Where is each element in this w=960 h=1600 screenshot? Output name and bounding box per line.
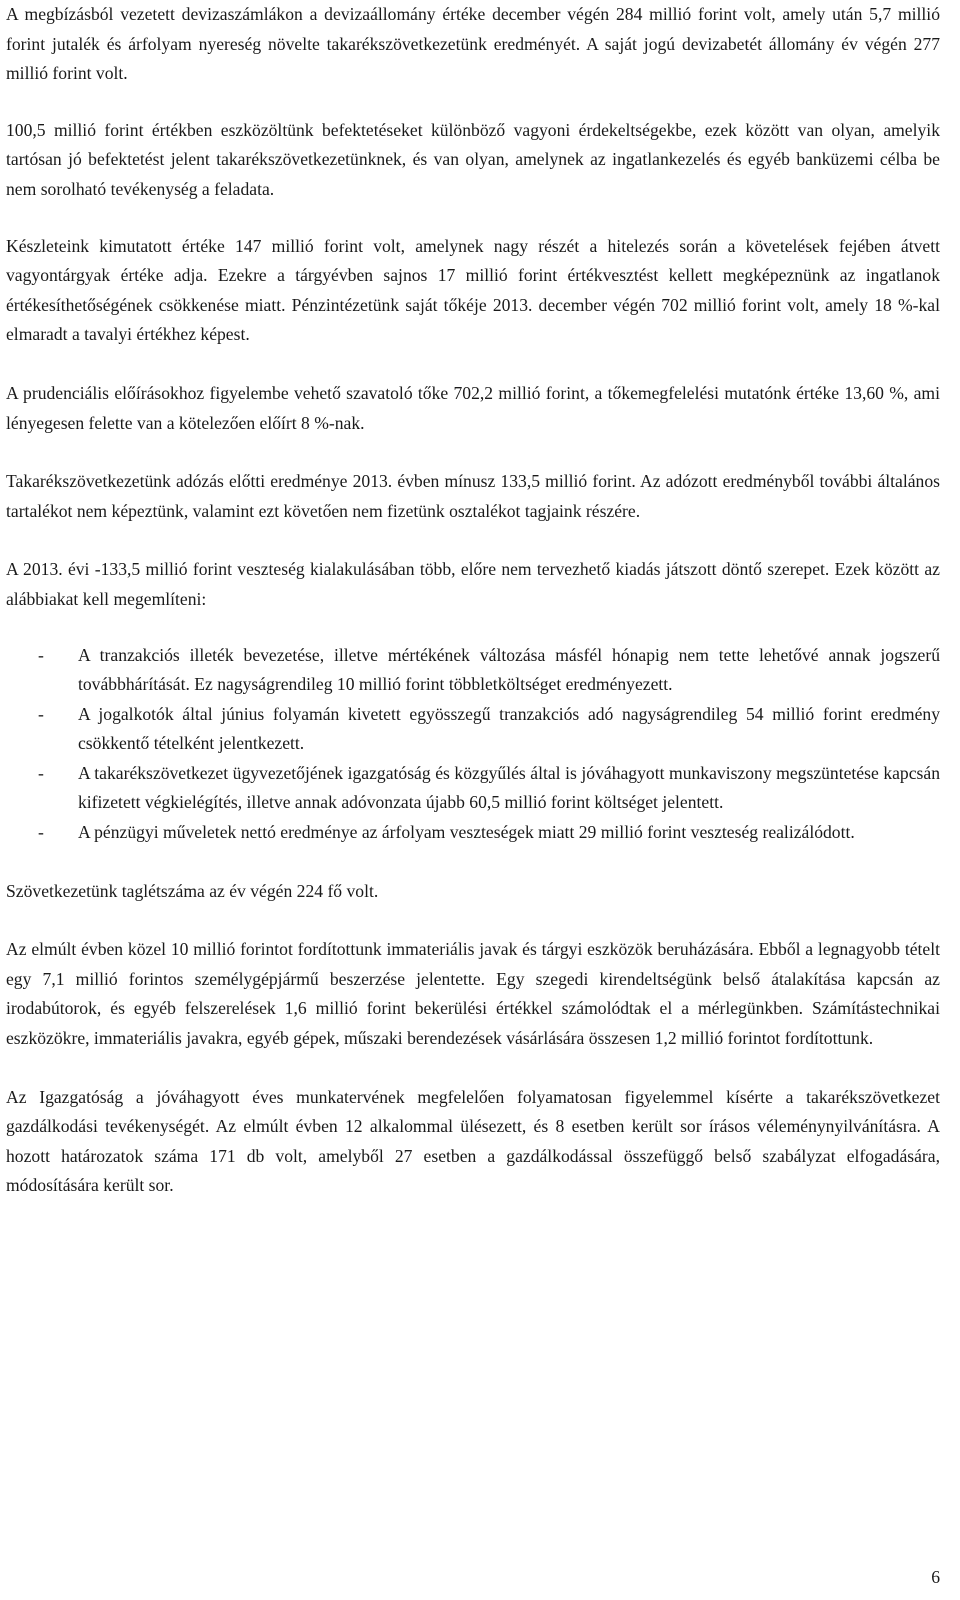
list-item: [6, 641, 940, 700]
loss-causes-list: [6, 641, 940, 848]
paragraph-capex: Az elmúlt évben közel 10 millió forintot fordítottunk immateriális javak és tárgyi eszközök beruházására. Ebből a legnagyobb tételt egy 7,1 millió forintos személygépjármű beszerzése jelentette. Egy szegedi kirendeltségünk belső átalakítása kapcsán az irodabútorok, és egyéb felszerelések 1,6 millió forint bekerülési értékkel számolódtak el a mérlegünkben. Számítástechnikai eszközökre, immateriális javakra, egyéb gépek, műszaki berendezések vásárlására összesen 1,2 millió forintot fordítottunk.: [6, 939, 940, 1049]
list-item-text: A tranzakciós illeték bevezetése, illetve mértékének változása másfél hónapig nem tette lehetővé annak jogszerű továbbhárítását. Ez nagyságrendileg 10 millió forint többletköltséget eredményezett.: [78, 644, 940, 695]
paragraph-membership: Szövetkezetünk taglétszáma az év végén 224 fő volt.: [6, 880, 379, 901]
document-page: [6, 0, 940, 1230]
paragraph-capital-adequacy: A prudenciális előírásokhoz figyelembe vehető szavatoló tőke 702,2 millió forint, a tőkemegfelelési mutatónk értéke 13,60 %, ami lényegesen felette van a kötelezően előírt 8 %-nak.: [6, 382, 940, 433]
list-item: [6, 818, 940, 848]
paragraph-board-activity: Az Igazgatóság a jóváhagyott éves munkatervének megfelelően folyamatosan figyelemmel kísérte a takarékszövetkezet gazdálkodási tevékenységét. Az elmúlt évben 12 alkalommal ülésezett, és 8 esetben került sor írásos véleménynyilvánításra. A hozott határozatok száma 171 db volt, amelyből 27 esetben a gazdálkodással összefüggő belső szabályzat elfogadására, módosítására került sor.: [6, 1086, 940, 1196]
list-item-text: A takarékszövetkezet ügyvezetőjének igazgatóság és közgyűlés által is jóváhagyott munkaviszony megszüntetése kapcsán kifizetett végkielégítés, illetve annak adóvonzata újabb 60,5 millió forint költséget jelentett.: [78, 762, 940, 813]
list-dash: -: [38, 762, 44, 783]
list-item-text: A jogalkotók által június folyamán kivetett egyösszegű tranzakciós adó nagyságrendileg 54 millió forint eredmény csökkentő tételként jelentkezett.: [78, 703, 940, 754]
list-dash: -: [38, 644, 44, 665]
list-item: [6, 759, 940, 818]
paragraph-foreign-currency: A megbízásból vezetett devizaszámlákon a devizaállomány értéke december végén 284 millió forint volt, amely után 5,7 millió forint jutalék és árfolyam nyereség növelte takarékszövetkezetünk eredményét. A saját jogú devizabetét állomány év végén 277 millió forint volt.: [6, 4, 940, 84]
paragraph-pretax-result: Takarékszövetkezetünk adózás előtti eredménye 2013. évben mínusz 133,5 millió forint. Az adózott eredményből további általános tartalékot nem képeztünk, valamint ezt követően nem fizetünk osztalékot tagjaink részére.: [6, 471, 940, 521]
paragraph-investments: 100,5 millió forint értékben eszközöltünk befektetéseket különböző vagyoni érdekeltségekbe, ezek között van olyan, amelyik tartósan jó befektetést jelent takarékszövetkezetünknek, és van olyan, amelynek az ingatlankezelés és egyéb banküzemi célba be nem sorolható tevékenység a feladata.: [6, 119, 940, 199]
list-item: [6, 700, 940, 759]
paragraph-inventory-equity: Készleteink kimutatott értéke 147 millió forint volt, amelynek nagy részét a hitelezés során a követelések fejében átvett vagyontárgyak értéke adja. Ezekre a tárgyévben sajnos 17 millió forint értékvesztést kellett megképeznünk az ingatlanok értékesíthetőségének csökkenése miatt. Pénzintézetünk saját tőkéje 2013. december végén 702 millió forint volt, amely 18 %-kal elmaradt a tavalyi értékhez képest.: [6, 235, 940, 345]
paragraph-loss-causes: A 2013. évi -133,5 millió forint veszteség kialakulásában több, előre nem tervezhető kiadás játszott döntő szerepet. Ezek között az alábbiakat kell megemlíteni:: [6, 559, 940, 609]
list-dash: -: [38, 703, 44, 724]
list-dash: -: [38, 822, 44, 843]
page-number: 6: [931, 1567, 940, 1587]
list-item-text: A pénzügyi műveletek nettó eredménye az árfolyam veszteségek miatt 29 millió forint veszteség realizálódott.: [78, 822, 855, 843]
